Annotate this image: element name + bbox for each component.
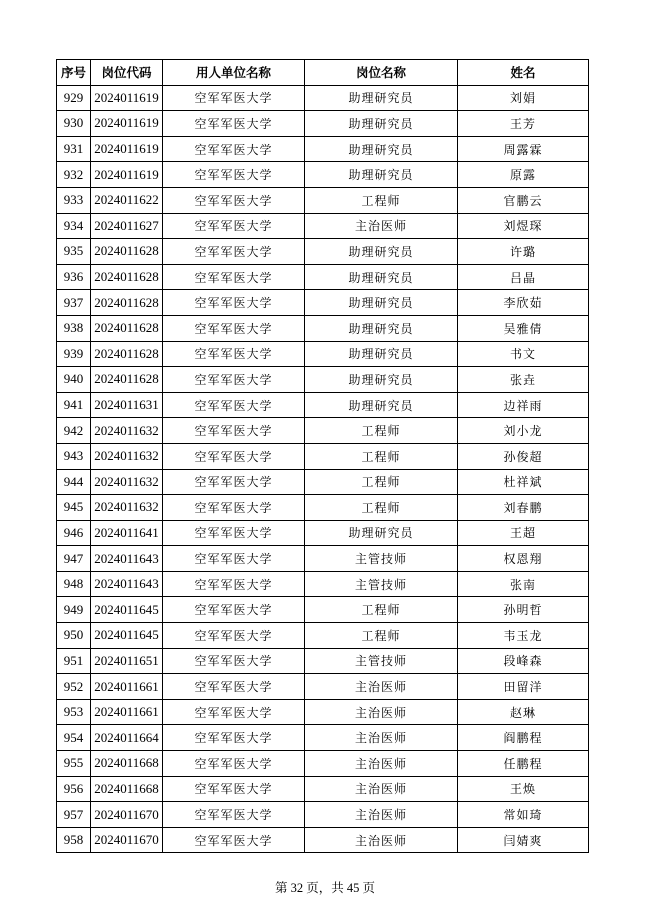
post-code-cell: 2024011627 <box>91 213 163 239</box>
employer-cell: 空军军医大学 <box>163 162 305 188</box>
table-row <box>57 443 589 469</box>
post-code-cell: 2024011632 <box>91 418 163 444</box>
seq-cell: 934 <box>57 213 91 239</box>
header-seq: 序号 <box>57 60 91 86</box>
seq-cell: 940 <box>57 367 91 393</box>
seq-cell: 948 <box>57 571 91 597</box>
post-code-cell: 2024011628 <box>91 290 163 316</box>
employer-cell: 空军军医大学 <box>163 495 305 521</box>
employer-cell: 空军军医大学 <box>163 520 305 546</box>
seq-cell: 937 <box>57 290 91 316</box>
table-row <box>57 315 589 341</box>
employer-cell: 空军军医大学 <box>163 469 305 495</box>
employer-cell: 空军军医大学 <box>163 546 305 572</box>
seq-cell: 931 <box>57 136 91 162</box>
post-code-cell: 2024011651 <box>91 648 163 674</box>
post-name-cell: 工程师 <box>305 495 458 521</box>
person-name-cell: 常如琦 <box>458 802 589 828</box>
person-name-cell: 李欣茹 <box>458 290 589 316</box>
employer-cell: 空军军医大学 <box>163 315 305 341</box>
post-name-cell: 主治医师 <box>305 802 458 828</box>
seq-cell: 945 <box>57 495 91 521</box>
seq-cell: 938 <box>57 315 91 341</box>
post-name-cell: 主管技师 <box>305 648 458 674</box>
post-name-cell: 助理研究员 <box>305 520 458 546</box>
post-name-cell: 助理研究员 <box>305 111 458 137</box>
post-code-cell: 2024011628 <box>91 315 163 341</box>
post-name-cell: 主治医师 <box>305 776 458 802</box>
table-row <box>57 597 589 623</box>
employer-cell: 空军军医大学 <box>163 290 305 316</box>
employer-cell: 空军军医大学 <box>163 239 305 265</box>
post-name-cell: 助理研究员 <box>305 136 458 162</box>
person-name-cell: 阎鹏程 <box>458 725 589 751</box>
table-row <box>57 392 589 418</box>
seq-cell: 942 <box>57 418 91 444</box>
post-code-cell: 2024011668 <box>91 751 163 777</box>
person-name-cell: 刘煜琛 <box>458 213 589 239</box>
employer-cell: 空军军医大学 <box>163 418 305 444</box>
employer-cell: 空军军医大学 <box>163 597 305 623</box>
table-row <box>57 623 589 649</box>
employer-cell: 空军军医大学 <box>163 725 305 751</box>
header-row <box>57 60 589 86</box>
person-name-cell: 张垚 <box>458 367 589 393</box>
seq-cell: 947 <box>57 546 91 572</box>
person-name-cell: 边祥雨 <box>458 392 589 418</box>
post-code-cell: 2024011631 <box>91 392 163 418</box>
employer-cell: 空军军医大学 <box>163 392 305 418</box>
person-name-cell: 田留洋 <box>458 674 589 700</box>
person-name-cell: 闫婧爽 <box>458 827 589 853</box>
person-name-cell: 许璐 <box>458 239 589 265</box>
table-row <box>57 648 589 674</box>
employer-cell: 空军军医大学 <box>163 827 305 853</box>
post-name-cell: 工程师 <box>305 443 458 469</box>
person-name-cell: 王芳 <box>458 111 589 137</box>
table-row <box>57 367 589 393</box>
post-code-cell: 2024011628 <box>91 264 163 290</box>
header-person-name: 姓名 <box>458 60 589 86</box>
employer-cell: 空军军医大学 <box>163 111 305 137</box>
page-footer: 第 32 页，共 45 页 <box>274 881 375 895</box>
person-name-cell: 段峰森 <box>458 648 589 674</box>
post-name-cell: 主治医师 <box>305 674 458 700</box>
post-code-cell: 2024011628 <box>91 341 163 367</box>
post-code-cell: 2024011661 <box>91 699 163 725</box>
post-name-cell: 主治医师 <box>305 827 458 853</box>
employer-cell: 空军军医大学 <box>163 776 305 802</box>
table-row <box>57 213 589 239</box>
post-name-cell: 助理研究员 <box>305 162 458 188</box>
table-row <box>57 699 589 725</box>
post-code-cell: 2024011641 <box>91 520 163 546</box>
seq-cell: 958 <box>57 827 91 853</box>
post-name-cell: 工程师 <box>305 187 458 213</box>
table-row <box>57 187 589 213</box>
post-code-cell: 2024011619 <box>91 85 163 111</box>
table-row <box>57 546 589 572</box>
post-name-cell: 助理研究员 <box>305 264 458 290</box>
table-body <box>57 85 589 853</box>
post-code-cell: 2024011643 <box>91 546 163 572</box>
employer-cell: 空军军医大学 <box>163 367 305 393</box>
post-name-cell: 助理研究员 <box>305 85 458 111</box>
post-name-cell: 工程师 <box>305 418 458 444</box>
employer-cell: 空军军医大学 <box>163 341 305 367</box>
table-row <box>57 776 589 802</box>
post-code-cell: 2024011632 <box>91 443 163 469</box>
post-name-cell: 主治医师 <box>305 213 458 239</box>
person-name-cell: 原露 <box>458 162 589 188</box>
person-name-cell: 王焕 <box>458 776 589 802</box>
employer-cell: 空军军医大学 <box>163 136 305 162</box>
post-name-cell: 主治医师 <box>305 725 458 751</box>
post-name-cell: 助理研究员 <box>305 341 458 367</box>
person-name-cell: 王超 <box>458 520 589 546</box>
post-name-cell: 助理研究员 <box>305 367 458 393</box>
person-name-cell: 吕晶 <box>458 264 589 290</box>
seq-cell: 932 <box>57 162 91 188</box>
post-name-cell: 主管技师 <box>305 546 458 572</box>
seq-cell: 953 <box>57 699 91 725</box>
seq-cell: 954 <box>57 725 91 751</box>
employer-cell: 空军军医大学 <box>163 802 305 828</box>
seq-cell: 929 <box>57 85 91 111</box>
person-name-cell: 刘娟 <box>458 85 589 111</box>
employer-cell: 空军军医大学 <box>163 674 305 700</box>
post-code-cell: 2024011664 <box>91 725 163 751</box>
post-code-cell: 2024011661 <box>91 674 163 700</box>
post-code-cell: 2024011619 <box>91 111 163 137</box>
employer-cell: 空军军医大学 <box>163 213 305 239</box>
table-row <box>57 85 589 111</box>
seq-cell: 935 <box>57 239 91 265</box>
post-name-cell: 工程师 <box>305 469 458 495</box>
header-employer: 用人单位名称 <box>163 60 305 86</box>
post-code-cell: 2024011619 <box>91 162 163 188</box>
person-name-cell: 刘小龙 <box>458 418 589 444</box>
seq-cell: 949 <box>57 597 91 623</box>
employer-cell: 空军军医大学 <box>163 264 305 290</box>
post-code-cell: 2024011632 <box>91 495 163 521</box>
seq-cell: 955 <box>57 751 91 777</box>
person-name-cell: 官鹏云 <box>458 187 589 213</box>
person-name-cell: 书文 <box>458 341 589 367</box>
employer-cell: 空军军医大学 <box>163 623 305 649</box>
employer-cell: 空军军医大学 <box>163 751 305 777</box>
post-code-cell: 2024011622 <box>91 187 163 213</box>
post-name-cell: 工程师 <box>305 623 458 649</box>
person-name-cell: 任鹏程 <box>458 751 589 777</box>
person-name-cell: 吴雅倩 <box>458 315 589 341</box>
employer-cell: 空军军医大学 <box>163 699 305 725</box>
post-code-cell: 2024011645 <box>91 623 163 649</box>
post-code-cell: 2024011643 <box>91 571 163 597</box>
person-name-cell: 张南 <box>458 571 589 597</box>
post-code-cell: 2024011670 <box>91 802 163 828</box>
post-name-cell: 助理研究员 <box>305 392 458 418</box>
table-row <box>57 239 589 265</box>
post-code-cell: 2024011632 <box>91 469 163 495</box>
table-row <box>57 725 589 751</box>
employer-cell: 空军军医大学 <box>163 187 305 213</box>
post-name-cell: 工程师 <box>305 597 458 623</box>
person-name-cell: 周露霖 <box>458 136 589 162</box>
table-row <box>57 111 589 137</box>
table-row <box>57 827 589 853</box>
seq-cell: 941 <box>57 392 91 418</box>
table-row <box>57 674 589 700</box>
post-code-cell: 2024011619 <box>91 136 163 162</box>
roster-table <box>56 59 589 853</box>
seq-cell: 943 <box>57 443 91 469</box>
seq-cell: 956 <box>57 776 91 802</box>
seq-cell: 936 <box>57 264 91 290</box>
post-code-cell: 2024011628 <box>91 367 163 393</box>
table-row <box>57 418 589 444</box>
table-row <box>57 751 589 777</box>
post-code-cell: 2024011668 <box>91 776 163 802</box>
post-name-cell: 主管技师 <box>305 571 458 597</box>
person-name-cell: 刘春鹏 <box>458 495 589 521</box>
post-name-cell: 助理研究员 <box>305 239 458 265</box>
post-code-cell: 2024011670 <box>91 827 163 853</box>
table-row <box>57 802 589 828</box>
seq-cell: 930 <box>57 111 91 137</box>
post-name-cell: 主治医师 <box>305 699 458 725</box>
seq-cell: 952 <box>57 674 91 700</box>
table-row <box>57 495 589 521</box>
seq-cell: 944 <box>57 469 91 495</box>
table-row <box>57 341 589 367</box>
header-post-name: 岗位名称 <box>305 60 458 86</box>
person-name-cell: 韦玉龙 <box>458 623 589 649</box>
seq-cell: 950 <box>57 623 91 649</box>
employer-cell: 空军军医大学 <box>163 648 305 674</box>
post-code-cell: 2024011645 <box>91 597 163 623</box>
table-row <box>57 136 589 162</box>
table-row <box>57 520 589 546</box>
employer-cell: 空军军医大学 <box>163 85 305 111</box>
post-name-cell: 助理研究员 <box>305 290 458 316</box>
seq-cell: 951 <box>57 648 91 674</box>
person-name-cell: 孙俊超 <box>458 443 589 469</box>
post-code-cell: 2024011628 <box>91 239 163 265</box>
table-row <box>57 571 589 597</box>
seq-cell: 946 <box>57 520 91 546</box>
person-name-cell: 权恩翔 <box>458 546 589 572</box>
employer-cell: 空军军医大学 <box>163 571 305 597</box>
employer-cell: 空军军医大学 <box>163 443 305 469</box>
person-name-cell: 孙明哲 <box>458 597 589 623</box>
table-row <box>57 264 589 290</box>
person-name-cell: 杜祥斌 <box>458 469 589 495</box>
post-name-cell: 助理研究员 <box>305 315 458 341</box>
person-name-cell: 赵琳 <box>458 699 589 725</box>
table-row <box>57 162 589 188</box>
seq-cell: 957 <box>57 802 91 828</box>
post-name-cell: 主治医师 <box>305 751 458 777</box>
table-row <box>57 469 589 495</box>
seq-cell: 939 <box>57 341 91 367</box>
seq-cell: 933 <box>57 187 91 213</box>
header-post-code: 岗位代码 <box>91 60 163 86</box>
table-row <box>57 290 589 316</box>
